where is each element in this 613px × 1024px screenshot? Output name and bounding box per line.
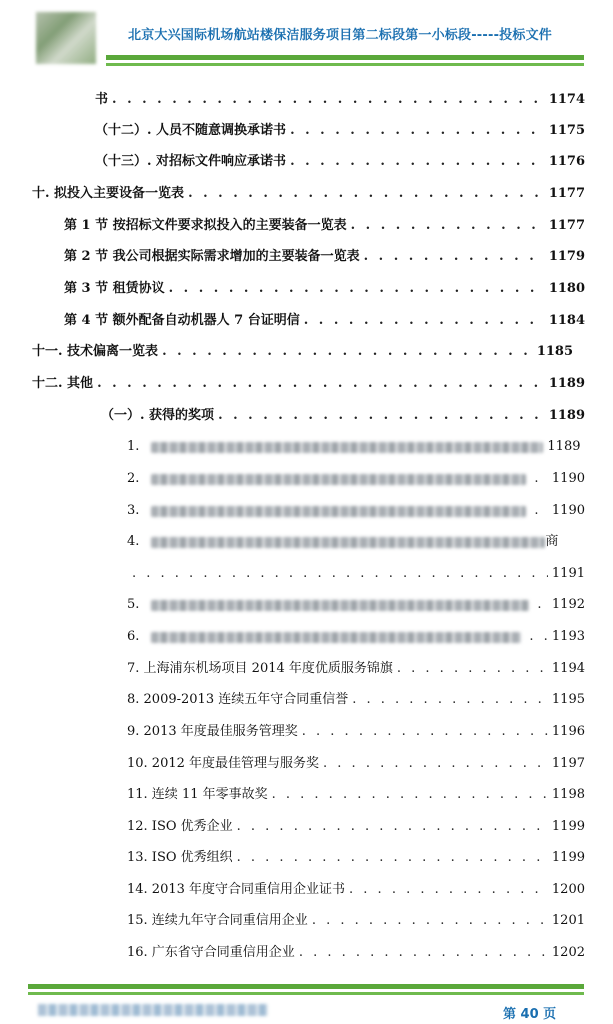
toc-entry-label: 第 3 节 租赁协议 xyxy=(64,281,165,296)
toc-entry[interactable] xyxy=(127,756,585,772)
dot-leader xyxy=(397,661,548,677)
toc-entry[interactable] xyxy=(64,218,585,234)
toc-entry[interactable] xyxy=(95,92,585,108)
dot-leader xyxy=(349,882,548,898)
redacted-text xyxy=(151,537,545,548)
toc-entry[interactable] xyxy=(127,661,585,677)
toc-entry-page: 1192 xyxy=(551,597,585,612)
redacted-text xyxy=(151,632,521,643)
toc-entry-page: 1190 xyxy=(551,471,585,486)
toc-entry[interactable] xyxy=(127,787,585,803)
toc-entry-page: 1191 xyxy=(551,566,585,581)
toc-entry-label: 7. 上海浦东机场项目 2014 年度优质服务锦旗 xyxy=(127,661,393,676)
redacted-text xyxy=(151,600,529,611)
toc-entry[interactable] xyxy=(127,692,585,708)
toc-entry-label: 2. xyxy=(127,471,140,486)
toc-entry-page: 1194 xyxy=(551,661,585,676)
toc-entry[interactable] xyxy=(127,945,585,961)
toc-entry[interactable] xyxy=(95,123,585,139)
header-rule-thin xyxy=(106,63,584,66)
dot-leader xyxy=(188,186,545,202)
dot-leader xyxy=(302,724,548,740)
toc-entry-page: 1189 xyxy=(548,408,585,423)
toc-entry-page: 1195 xyxy=(551,692,585,707)
toc-entry-label: 6. xyxy=(127,629,140,644)
toc-entry-label: 11. 连续 11 年零事故奖 xyxy=(127,787,268,802)
dot-leader xyxy=(290,123,545,139)
toc-entry-page: 1198 xyxy=(551,787,585,802)
dot-leader xyxy=(537,597,548,613)
toc-entry[interactable] xyxy=(127,882,585,898)
toc-entry[interactable] xyxy=(32,344,573,360)
toc-entry-label: 第 1 节 按招标文件要求拟投入的主要装备一览表 xyxy=(64,218,347,233)
toc-entry-label: （十三）. 对招标文件响应承诺书 xyxy=(95,154,287,169)
toc-entry-label: 15. 连续九年守合同重信用企业 xyxy=(127,913,308,928)
toc-entry-label: 16. 广东省守合同重信用企业 xyxy=(127,945,295,960)
toc-entry-redacted[interactable] xyxy=(127,629,585,645)
dot-leader xyxy=(351,218,545,234)
toc-entry-page: 1199 xyxy=(551,819,585,834)
toc-entry-page: 1200 xyxy=(551,882,585,897)
toc-entry-label: 十. 拟投入主要设备一览表 xyxy=(32,186,185,201)
dot-leader xyxy=(534,471,548,487)
redacted-text xyxy=(151,442,543,453)
dot-leader xyxy=(304,313,545,329)
toc-entry-page: 1177 xyxy=(548,186,585,201)
toc-entry[interactable] xyxy=(64,281,585,297)
footer-company-text xyxy=(38,1004,268,1016)
toc-entry-page: 1180 xyxy=(548,281,585,296)
dot-leader xyxy=(237,850,548,866)
toc-entry-redacted[interactable] xyxy=(127,534,585,550)
toc-entry-label: 1. xyxy=(127,439,140,454)
footer-page-number: 第 40 页 xyxy=(503,1007,557,1022)
dot-leader xyxy=(352,692,548,708)
toc-entry-label: （一）. 获得的奖项 xyxy=(101,408,215,423)
toc-entry-label: 书 xyxy=(95,92,109,107)
footer-rule xyxy=(28,984,584,989)
toc-entry-redacted[interactable] xyxy=(127,597,585,613)
header-title: 北京大兴国际机场航站楼保洁服务项目第二标段第一小标段-----投标文件 xyxy=(128,28,552,43)
dot-leader xyxy=(169,281,545,297)
redacted-text xyxy=(151,474,526,485)
footer-rule-thin xyxy=(28,992,584,995)
dot-leader xyxy=(218,408,545,424)
dot-leader xyxy=(132,566,548,582)
dot-leader xyxy=(112,92,545,108)
toc-entry-label: 十二. 其他 xyxy=(32,376,94,391)
toc-entry-page: 1184 xyxy=(548,313,585,328)
toc-entry-page: 1174 xyxy=(548,92,585,107)
toc-entry-suffix: 商 xyxy=(545,534,559,549)
dot-leader xyxy=(364,249,545,265)
toc-entry-page: 1201 xyxy=(551,913,585,928)
toc-entry-page: 1179 xyxy=(548,249,585,264)
toc-entry-page: 1202 xyxy=(551,945,585,960)
toc-entry-page: 1177 xyxy=(548,218,585,233)
toc-entry[interactable] xyxy=(32,186,585,202)
dot-leader xyxy=(299,945,548,961)
dot-leader xyxy=(534,503,548,519)
toc-entry-redacted[interactable] xyxy=(127,439,585,455)
toc-entry-label: 第 2 节 我公司根据实际需求增加的主要装备一览表 xyxy=(64,249,360,264)
toc-entry-label: 14. 2013 年度守合同重信用企业证书 xyxy=(127,882,346,897)
toc-entry-label: 10. 2012 年度最佳管理与服务奖 xyxy=(127,756,320,771)
toc-entry-page: 1196 xyxy=(551,724,585,739)
toc-entry-page: 1197 xyxy=(551,756,585,771)
toc-entry-redacted[interactable] xyxy=(127,503,585,519)
toc-entry-page: 1199 xyxy=(551,850,585,865)
toc-entry[interactable] xyxy=(32,376,585,392)
toc-entry-page: 1189 xyxy=(548,376,585,391)
toc-entry-label: 4. xyxy=(127,534,140,549)
toc-entry-label: 8. 2009-2013 连续五年守合同重信誉 xyxy=(127,692,349,707)
toc-entry-page: 1185 xyxy=(536,344,573,359)
dot-leader xyxy=(97,376,545,392)
toc-entry-label: 12. ISO 优秀企业 xyxy=(127,819,233,834)
toc-entry-label: （十二）. 人员不随意调换承诺书 xyxy=(95,123,287,138)
dot-leader xyxy=(272,787,548,803)
redacted-text xyxy=(151,506,526,517)
toc-entry-page: 1193 xyxy=(551,629,585,644)
toc-entry-label: 3. xyxy=(127,503,140,518)
toc-entry[interactable] xyxy=(64,313,585,329)
toc-entry[interactable] xyxy=(64,249,585,265)
dot-leader xyxy=(529,629,548,645)
toc-entry[interactable] xyxy=(127,850,585,866)
toc-entry-page: 1190 xyxy=(551,503,585,518)
toc-entry[interactable] xyxy=(127,724,585,740)
dot-leader xyxy=(312,913,548,929)
toc-entry-label: 5. xyxy=(127,597,140,612)
toc-entry-page: 1175 xyxy=(548,123,585,138)
header-rule xyxy=(106,55,584,60)
toc-entry-redacted[interactable] xyxy=(127,471,585,487)
toc-entry-page: 1176 xyxy=(548,154,585,169)
dot-leader xyxy=(237,819,548,835)
toc-entry[interactable] xyxy=(95,154,585,170)
toc-entry-label: 第 4 节 额外配备自动机器人 7 台证明信 xyxy=(64,313,300,328)
dot-leader xyxy=(162,344,533,360)
dot-leader xyxy=(323,756,548,772)
toc-entry-label: 十一. 技术偏离一览表 xyxy=(32,344,159,359)
toc-entry-label: 13. ISO 优秀组织 xyxy=(127,850,233,865)
toc-entry-page: 1189 xyxy=(547,439,581,454)
company-logo xyxy=(36,12,96,64)
toc-entry-continuation[interactable] xyxy=(132,566,585,582)
dot-leader xyxy=(290,154,545,170)
toc-entry[interactable] xyxy=(127,913,585,929)
toc-entry[interactable] xyxy=(127,819,585,835)
toc-entry-label: 9. 2013 年度最佳服务管理奖 xyxy=(127,724,298,739)
toc-entry[interactable] xyxy=(101,408,585,424)
